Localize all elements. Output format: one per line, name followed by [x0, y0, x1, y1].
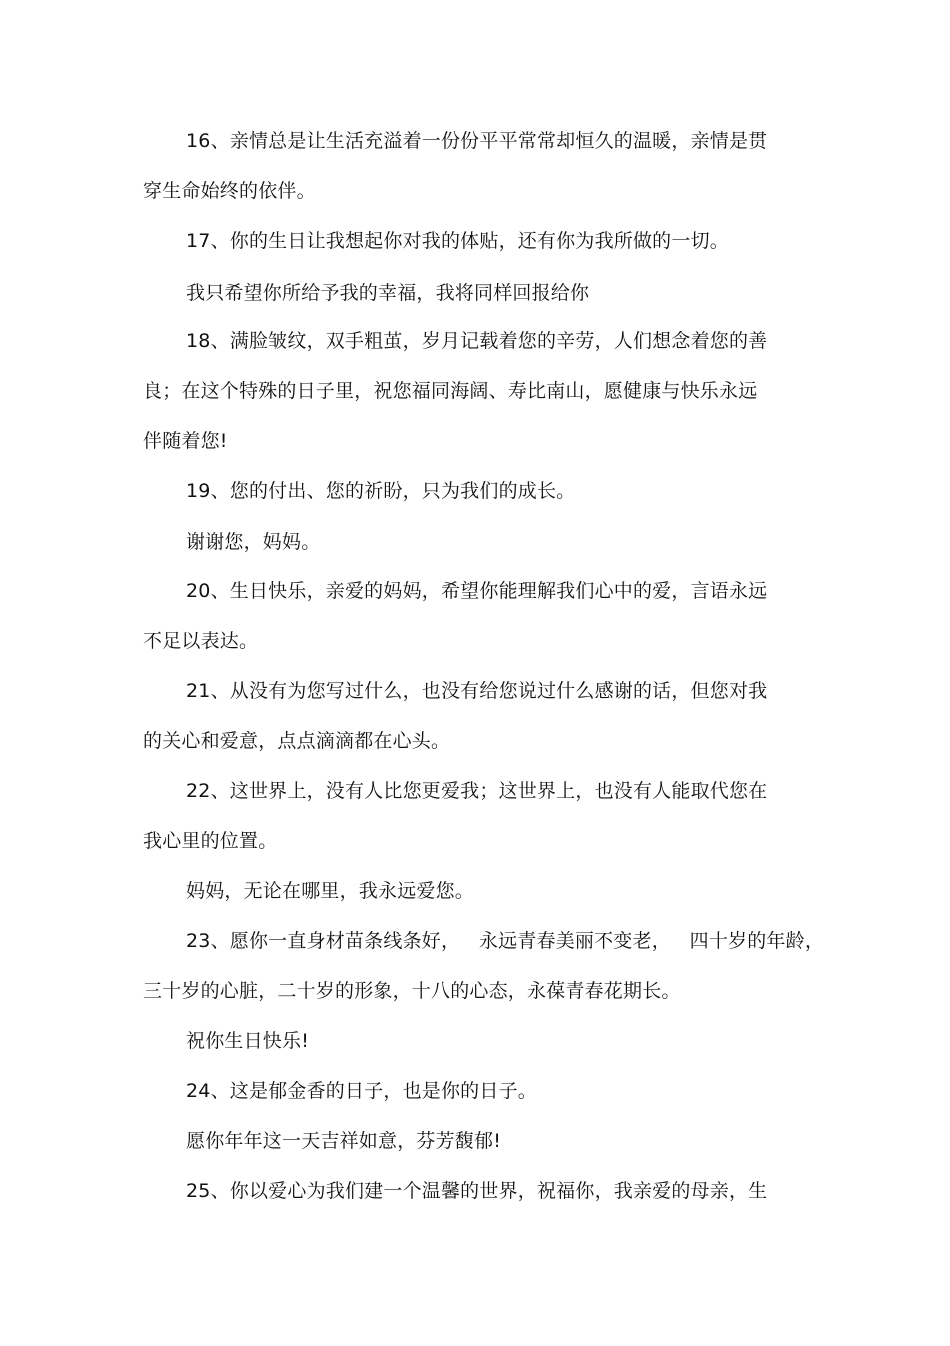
text-line-24a: 24、这是郁金香的日子，也是你的日子。	[186, 1080, 537, 1102]
text-line-23c: 祝你生日快乐!	[186, 1030, 310, 1052]
text-line-18c: 伴随着您!	[143, 430, 228, 452]
text-line-22c: 妈妈，无论在哪里，我永远爱您。	[186, 880, 475, 902]
text-line-19a: 19、您的付出、您的祈盼，只为我们的成长。	[186, 480, 576, 502]
text-line-17a: 17、你的生日让我想起你对我的体贴，还有你为我所做的一切。	[186, 230, 729, 252]
text-line-18a: 18、满脸皱纹，双手粗茧，岁月记载着您的辛劳，人们想念着您的善	[186, 330, 768, 352]
text-line-23a: 23、愿你一直身材苗条线条好， 永远青春美丽不变老， 四十岁的年龄，	[186, 930, 825, 952]
text-line-16a: 16、亲情总是让生活充溢着一份份平平常常却恒久的温暖，亲情是贯	[186, 130, 768, 152]
text-line-18b: 良；在这个特殊的日子里，祝您福同海阔、寿比南山，愿健康与快乐永远	[143, 380, 758, 402]
text-line-24b: 愿你年年这一天吉祥如意，芬芳馥郁!	[186, 1130, 502, 1152]
text-line-21a: 21、从没有为您写过什么，也没有给您说过什么感谢的话，但您对我	[186, 680, 768, 702]
text-line-19b: 谢谢您，妈妈。	[186, 531, 321, 553]
text-line-25a: 25、你以爱心为我们建一个温馨的世界，祝福你，我亲爱的母亲，生	[186, 1180, 768, 1202]
text-line-17b: 我只希望你所给予我的幸福，我将同样回报给你	[186, 282, 590, 304]
text-line-22b: 我心里的位置。	[143, 830, 278, 852]
text-line-21b: 的关心和爱意，点点滴滴都在心头。	[143, 730, 451, 752]
text-line-20a: 20、生日快乐，亲爱的妈妈，希望你能理解我们心中的爱，言语永远	[186, 580, 768, 602]
text-line-23b: 三十岁的心脏，二十岁的形象，十八的心态，永葆青春花期长。	[143, 980, 681, 1002]
text-line-20b: 不足以表达。	[143, 630, 259, 652]
text-line-22a: 22、这世界上，没有人比您更爱我；这世界上，也没有人能取代您在	[186, 780, 768, 802]
text-line-16b: 穿生命始终的依伴。	[143, 180, 316, 202]
